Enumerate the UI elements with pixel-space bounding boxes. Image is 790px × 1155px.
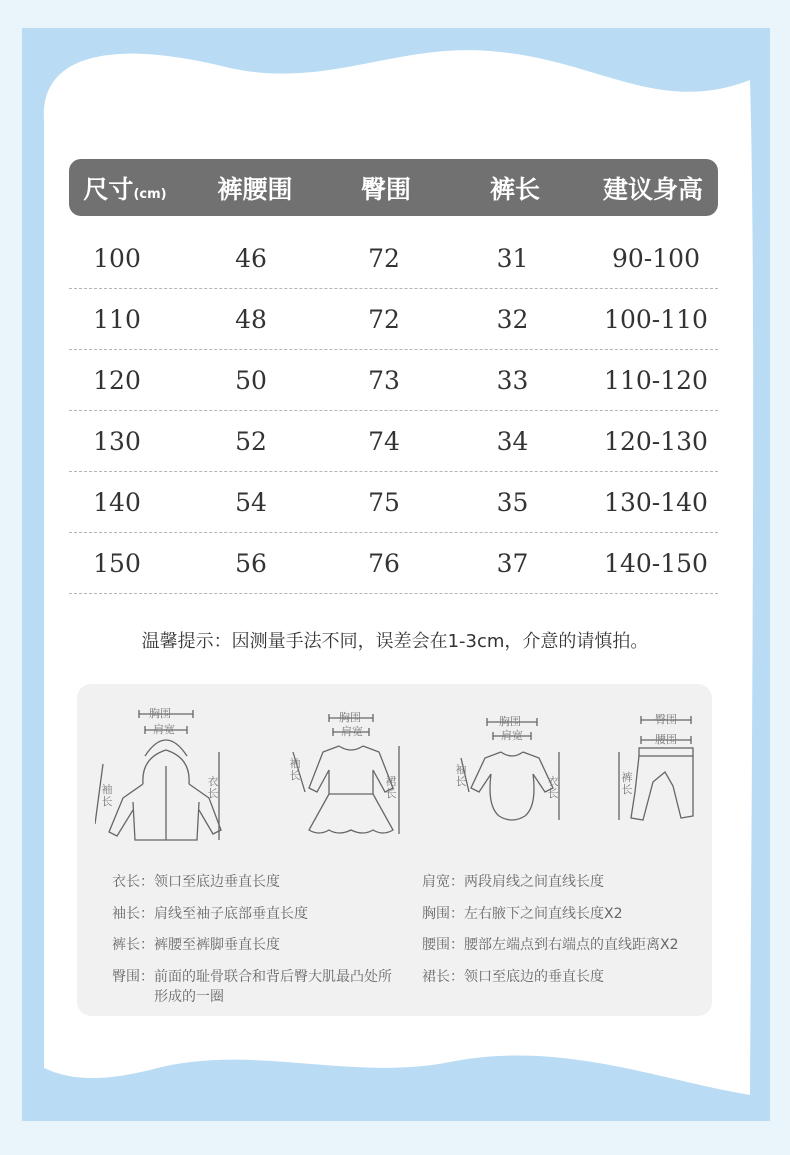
cell-hip: 76	[368, 548, 400, 578]
desc-key: 肩宽：	[422, 874, 464, 890]
cell-length: 37	[496, 548, 529, 578]
pants-waist-label: 腰围	[655, 733, 677, 746]
desc-key: 衣长：	[112, 874, 154, 890]
cell-hip: 72	[368, 243, 400, 273]
cell-height: 140-150	[604, 548, 708, 578]
desc-value: 两段肩线之间直线长度	[464, 874, 604, 890]
desc-value: 裤腰至裤脚垂直长度	[154, 937, 280, 953]
cell-length: 31	[496, 243, 529, 273]
cell-waist: 50	[235, 365, 267, 395]
romper-figure	[453, 716, 569, 834]
cell-length: 32	[496, 304, 529, 334]
desc-dress-length	[422, 967, 704, 987]
dress-figure	[289, 712, 409, 842]
cell-size: 150	[93, 548, 141, 578]
desc-key: 胸围：	[422, 906, 464, 922]
cell-height: 90-100	[612, 243, 700, 273]
header-waist: 裤腰围	[217, 174, 293, 204]
jacket-length-label: 衣长	[207, 775, 219, 800]
romper-sleeve-label: 袖长	[455, 763, 467, 788]
romper-length-label: 衣长	[547, 775, 559, 800]
dress-shoulder-label: 肩宽	[341, 725, 363, 738]
dress-length-label: 裙长	[385, 775, 397, 800]
desc-value: 领口至底边的垂直长度	[464, 969, 604, 985]
cell-length: 33	[496, 365, 529, 395]
cell-waist: 56	[235, 548, 267, 578]
cell-height: 130-140	[604, 487, 708, 517]
measurement-guide-panel	[77, 684, 712, 1016]
romper-shoulder-label: 肩宽	[501, 729, 523, 742]
desc-waist	[422, 935, 704, 955]
cell-size: 110	[93, 304, 141, 334]
romper-chest-label: 胸围	[499, 715, 521, 728]
desc-value: 左右腋下之间直线长度X2	[464, 906, 623, 922]
desc-pants-length	[112, 935, 404, 955]
desc-key: 臀围：	[112, 969, 154, 985]
header-height: 建议身高	[602, 174, 703, 204]
desc-value: 腰部左端点到右端点的直线距离X2	[464, 937, 679, 953]
dress-chest-label: 胸围	[339, 711, 361, 724]
desc-value: 前面的耻骨联合和背后臀大肌最凸处所形成的一圈	[154, 969, 392, 1005]
desc-sleeve-length	[112, 904, 404, 924]
measurement-tip: 温馨提示：因测量手法不同，误差会在1-3cm，介意的请慎拍。	[141, 631, 649, 652]
jacket-sleeve-label: 袖长	[101, 783, 113, 808]
cell-height: 100-110	[604, 304, 708, 334]
header-hip: 臀围	[360, 174, 411, 204]
table-row	[69, 472, 718, 533]
header-size: 尺寸(cm)	[83, 174, 167, 204]
desc-shoulder	[422, 872, 704, 892]
cell-height: 120-130	[604, 426, 708, 456]
cell-size: 100	[93, 243, 141, 273]
desc-hip	[112, 967, 404, 1007]
pants-figure	[609, 712, 701, 830]
cell-hip: 73	[368, 365, 400, 395]
cell-hip: 74	[368, 426, 400, 456]
desc-garment-length	[112, 872, 404, 892]
pants-hip-label: 臀围	[655, 713, 677, 726]
table-row	[69, 228, 718, 289]
cell-hip: 72	[368, 304, 400, 334]
table-row	[69, 289, 718, 350]
cell-length: 35	[496, 487, 529, 517]
desc-key: 袖长：	[112, 906, 154, 922]
desc-chest	[422, 904, 704, 924]
header-length: 裤长	[489, 174, 540, 204]
pants-length-label: 裤长	[621, 771, 633, 796]
cell-height: 110-120	[604, 365, 708, 395]
cell-waist: 46	[235, 243, 267, 273]
cell-size: 130	[93, 426, 141, 456]
desc-key: 裤长：	[112, 937, 154, 953]
cell-size: 140	[93, 487, 141, 517]
table-row	[69, 411, 718, 472]
cell-hip: 75	[368, 487, 400, 517]
desc-value: 肩线至袖子底部垂直长度	[154, 906, 308, 922]
cell-waist: 54	[235, 487, 267, 517]
desc-key: 裙长：	[422, 969, 464, 985]
cell-waist: 48	[235, 304, 267, 334]
jacket-shoulder-label: 肩宽	[153, 723, 175, 736]
size-table-body	[69, 228, 718, 594]
table-header	[69, 159, 718, 216]
cell-waist: 52	[235, 426, 267, 456]
table-row	[69, 350, 718, 411]
table-row	[69, 533, 718, 594]
jacket-chest-label: 胸围	[149, 707, 171, 720]
jacket-figure	[95, 706, 225, 846]
desc-value: 领口至底边垂直长度	[154, 874, 280, 890]
cell-length: 34	[496, 426, 529, 456]
dress-sleeve-label: 袖长	[289, 757, 301, 782]
desc-key: 腰围：	[422, 937, 464, 953]
cell-size: 120	[93, 365, 141, 395]
